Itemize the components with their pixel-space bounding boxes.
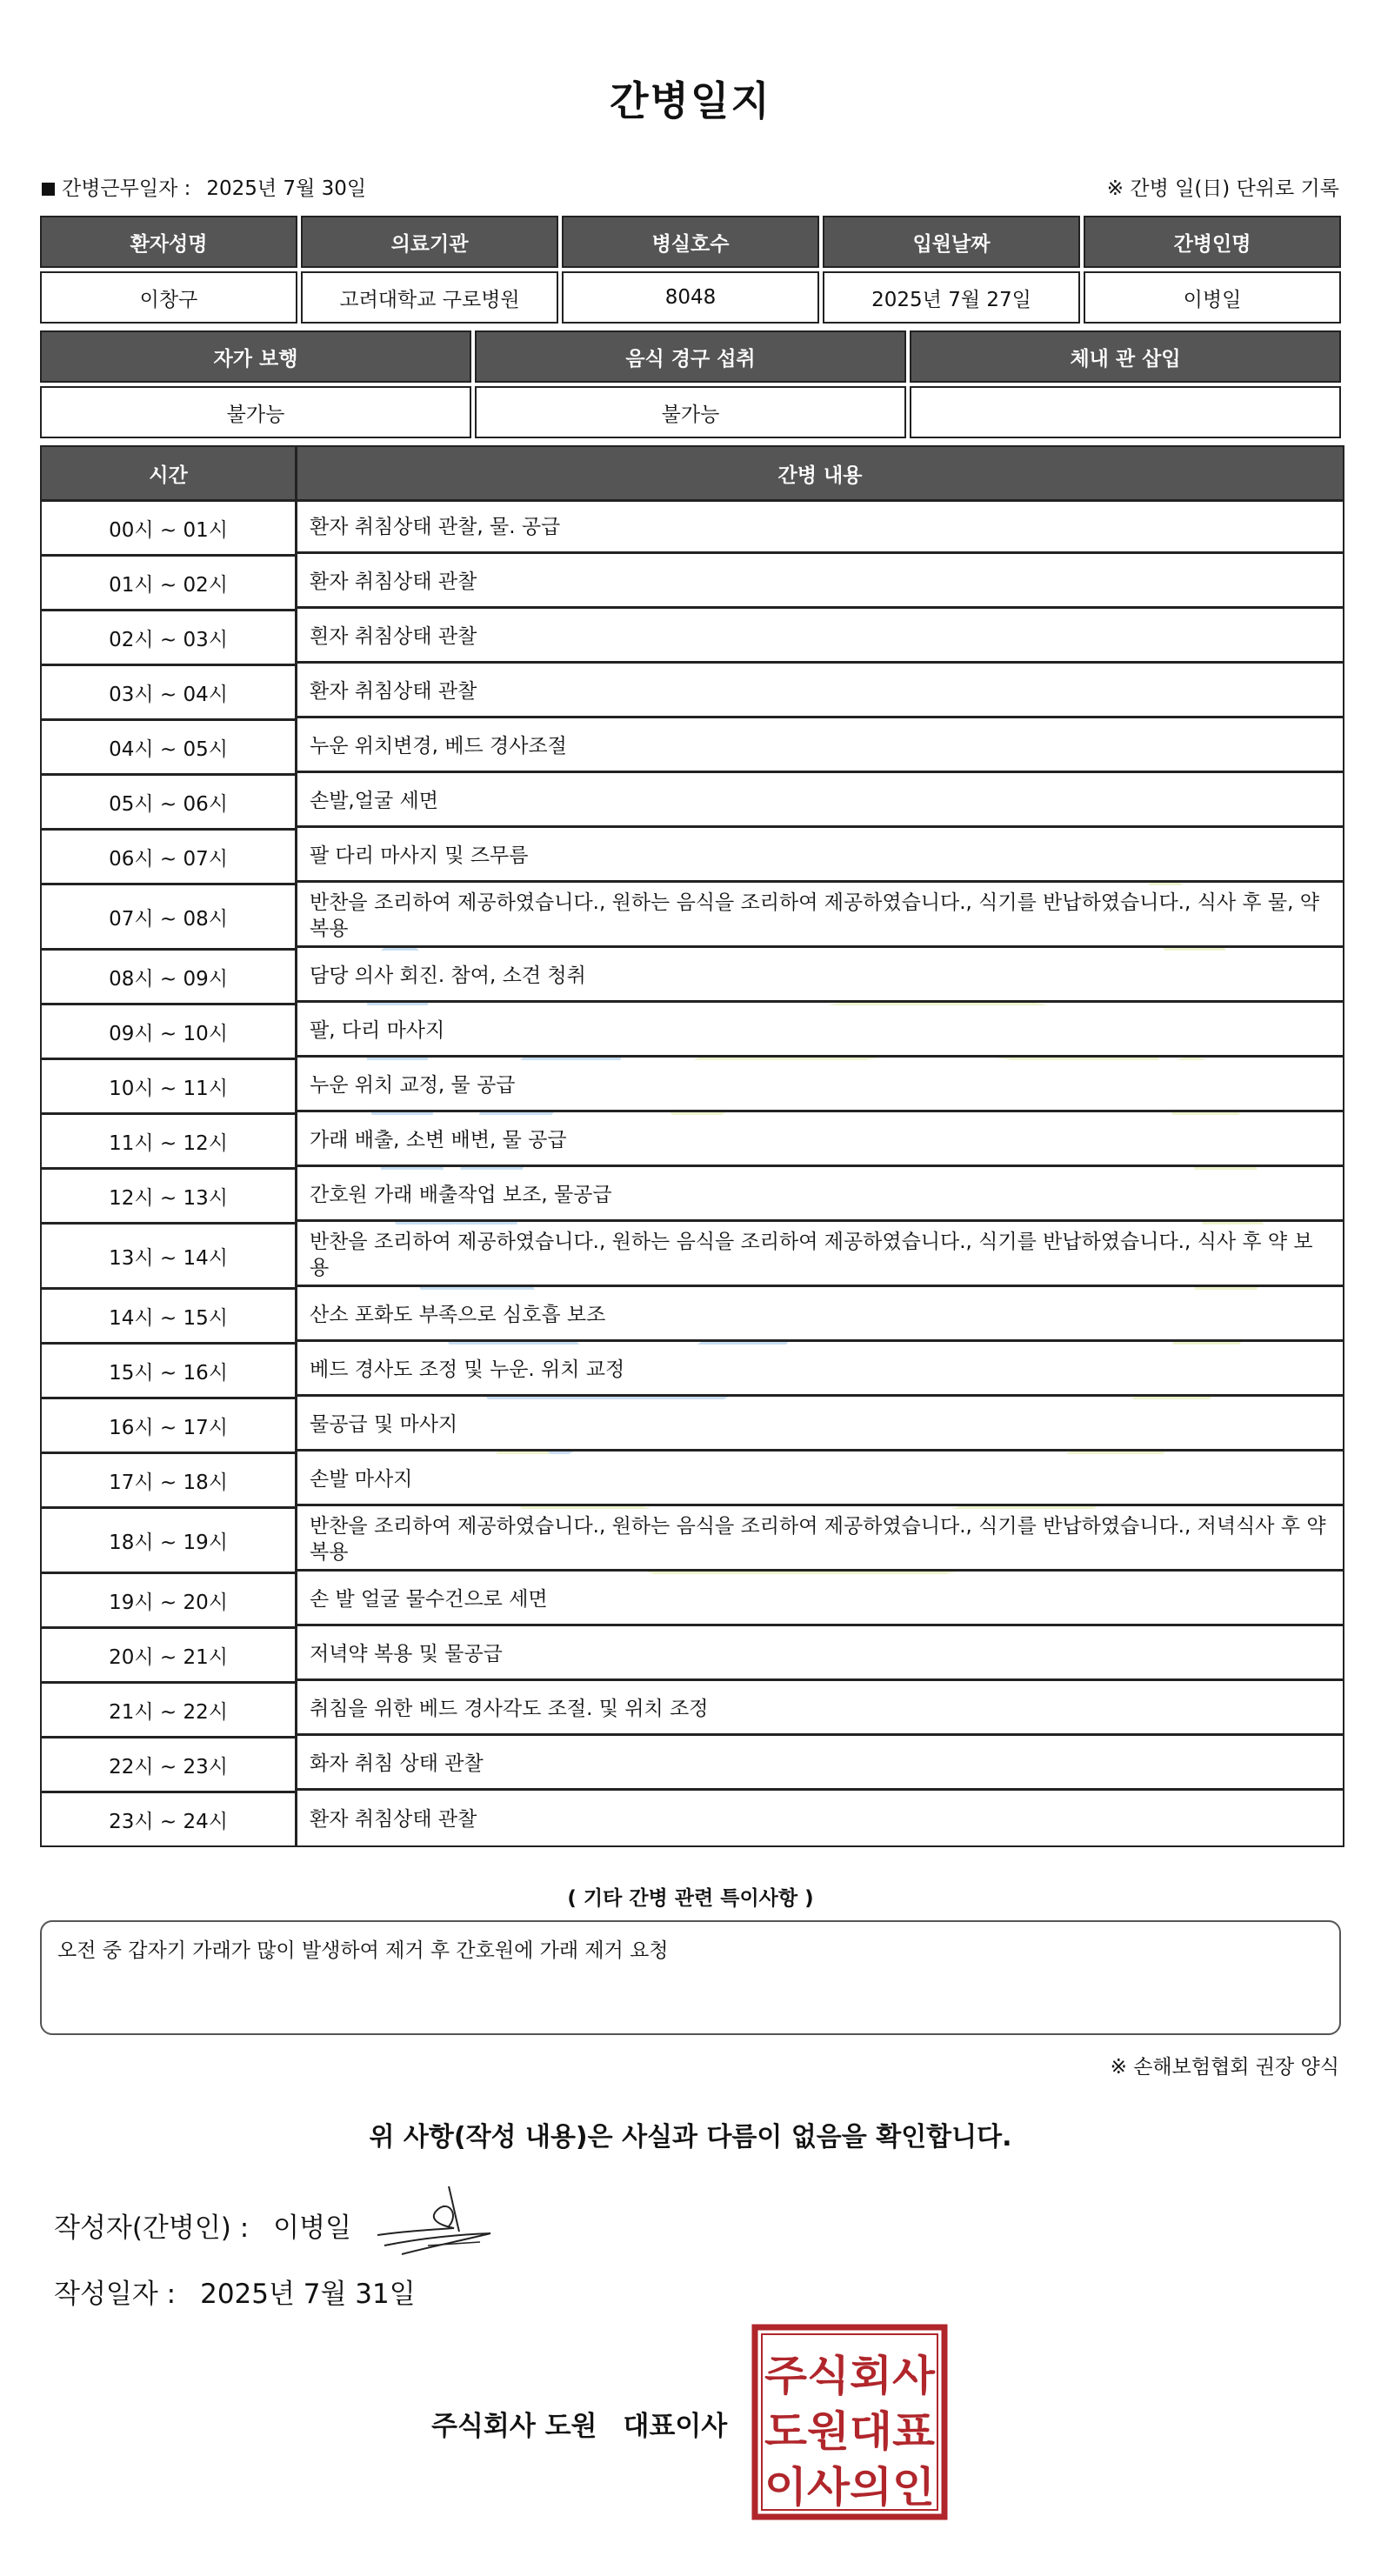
work-date-label: 간병근무일자 : (62, 177, 191, 200)
unit-note: ※ 간병 일(日) 단위로 기록 (1106, 177, 1339, 200)
writer-name: 이병일 (273, 2212, 352, 2244)
care-content-cell: 가래 배출, 소변 배변, 물 공급 (297, 1115, 1343, 1167)
signature (376, 2183, 497, 2261)
header-cell: 음식 경구 섭취 (475, 330, 906, 383)
care-content-cell: 저녁약 복용 및 물공급 (297, 1629, 1343, 1681)
care-content-cell: 손발 마사지 (297, 1454, 1343, 1506)
care-content-cell: 취침을 위한 베드 경사각도 조절. 및 위치 조정 (297, 1684, 1343, 1736)
care-content-cell: 반찬을 조리하여 제공하였습니다., 원하는 음식을 조리하여 제공하였습니다., 식기를 반납하였습니다., 저녁식사 후 약 복용 (297, 1509, 1343, 1572)
header-cell: 환자성명 (40, 216, 297, 268)
time-cell: 13시 ~ 14시 (42, 1225, 297, 1290)
care-log-table (40, 445, 1344, 1847)
care-content-cell: 손 발 얼굴 물수건으로 세면 (297, 1574, 1343, 1626)
write-date-value: 2025년 7월 31일 (200, 2279, 416, 2310)
seal-text-line: 도원대표 (764, 2407, 936, 2456)
content-header: 간병 내용 (297, 447, 1343, 502)
writer-line (54, 2206, 351, 2245)
confirm-statement: 위 사항(작성 내용)은 사실과 다름이 없음을 확인합니다. (369, 2122, 1012, 2152)
status-table (40, 330, 1341, 438)
writer-label: 작성자(간병인) : (54, 2212, 250, 2244)
time-cell: 18시 ~ 19시 (42, 1509, 297, 1574)
self-walking-value: 불가능 (40, 386, 471, 438)
time-cell: 04시 ~ 05시 (42, 721, 297, 776)
write-date-line (54, 2272, 416, 2311)
time-cell: 06시 ~ 07시 (42, 831, 297, 885)
write-date-label: 작성일자 : (54, 2279, 177, 2310)
time-cell: 03시 ~ 04시 (42, 666, 297, 721)
care-content-cell: 베드 경사도 조정 및 누운. 위치 교정 (297, 1345, 1343, 1397)
care-content-cell: 화자 취침 상태 관찰 (297, 1738, 1343, 1791)
company-name: 주식회사 도원 (431, 2411, 597, 2442)
header-cell: 입원날짜 (823, 216, 1080, 268)
time-cell: 08시 ~ 09시 (42, 951, 297, 1005)
work-date-value: 2025년 7월 30일 (206, 177, 367, 200)
care-content-cell: 누운 위치 교정, 물 공급 (297, 1060, 1343, 1112)
patient-table (40, 216, 1341, 324)
time-cell: 05시 ~ 06시 (42, 776, 297, 831)
time-cell: 14시 ~ 15시 (42, 1290, 297, 1345)
care-content-cell: 반찬을 조리하여 제공하였습니다., 원하는 음식을 조리하여 제공하였습니다., 식기를 반납하였습니다., 식사 후 물, 약 복용 (297, 885, 1343, 948)
time-cell: 15시 ~ 16시 (42, 1345, 297, 1399)
care-content-cell: 물공급 및 마사지 (297, 1399, 1343, 1452)
care-content-cell: 환자 취침상태 관찰 (297, 1793, 1343, 1845)
recommend-note: ※ 손해보험협회 권장 양식 (1110, 2056, 1339, 2079)
time-cell: 17시 ~ 18시 (42, 1454, 297, 1509)
time-cell: 21시 ~ 22시 (42, 1684, 297, 1738)
header-cell: 자가 보행 (40, 330, 471, 383)
care-content-cell: 반찬을 조리하여 제공하였습니다., 원하는 음식을 조리하여 제공하였습니다., 식기를 반납하였습니다., 식사 후 약 보용 (297, 1225, 1343, 1287)
care-content-cell: 손발,얼굴 세면 (297, 776, 1343, 828)
company-seal-stamp (751, 2324, 948, 2520)
room-number: 8048 (562, 271, 819, 324)
care-content-cell: 흰자 취침상태 관찰 (297, 611, 1343, 664)
seal-text-line: 이사의인 (764, 2463, 935, 2512)
time-cell: 19시 ~ 20시 (42, 1574, 297, 1629)
oral-intake-value: 불가능 (475, 386, 906, 438)
care-content-cell: 간호원 가래 배출작업 보조, 물공급 (297, 1170, 1343, 1222)
time-cell: 11시 ~ 12시 (42, 1115, 297, 1170)
care-content-cell: 누운 위치변경, 베드 경사조절 (297, 721, 1343, 773)
time-cell: 12시 ~ 13시 (42, 1170, 297, 1225)
header-cell: 간병인명 (1084, 216, 1341, 268)
page-title: 간병일지 (610, 77, 771, 124)
time-cell: 09시 ~ 10시 (42, 1005, 297, 1060)
time-cell: 07시 ~ 08시 (42, 885, 297, 951)
company-title: 대표이사 (623, 2411, 728, 2442)
time-cell: 10시 ~ 11시 (42, 1060, 297, 1115)
notes-title: ( 기타 간병 관련 특이사항 ) (567, 1887, 814, 1910)
care-content-cell: 팔 다리 마사지 및 즈무름 (297, 831, 1343, 883)
header-cell: 체내 관 삽입 (910, 330, 1341, 383)
tube-insertion-value (910, 386, 1341, 438)
header-cell: 의료기관 (301, 216, 558, 268)
time-cell: 16시 ~ 17시 (42, 1399, 297, 1454)
time-cell: 23시 ~ 24시 (42, 1793, 297, 1845)
square-bullet-icon (42, 183, 55, 196)
hospital-name: 고려대학교 구로병원 (301, 271, 558, 324)
patient-name: 이창구 (40, 271, 297, 324)
time-header: 시간 (42, 447, 297, 502)
care-content-cell: 산소 포화도 부족으로 심호흡 보조 (297, 1290, 1343, 1342)
work-date (42, 172, 366, 201)
header-cell: 병실호수 (562, 216, 819, 268)
care-content-cell: 팔, 다리 마사지 (297, 1005, 1343, 1058)
notes-box: 오전 중 갑자기 가래가 많이 발생하여 제거 후 간호원에 가래 제거 요청 (40, 1920, 1341, 2035)
care-content-cell: 환자 취침상태 관찰 (297, 666, 1343, 718)
care-content-cell: 환자 취침상태 관찰, 물. 공급 (297, 502, 1343, 554)
seal-text-line: 주식회사 (764, 2352, 936, 2400)
caregiver-name: 이병일 (1084, 271, 1341, 324)
time-cell: 02시 ~ 03시 (42, 611, 297, 666)
care-content-cell: 담당 의사 회진. 참여, 소견 청취 (297, 951, 1343, 1003)
time-cell: 22시 ~ 23시 (42, 1738, 297, 1793)
admission-date: 2025년 7월 27일 (823, 271, 1080, 324)
time-cell: 01시 ~ 02시 (42, 557, 297, 611)
care-content-cell: 환자 취침상태 관찰 (297, 557, 1343, 609)
time-cell: 20시 ~ 21시 (42, 1629, 297, 1684)
company-line (431, 2404, 727, 2443)
time-cell: 00시 ~ 01시 (42, 502, 297, 557)
